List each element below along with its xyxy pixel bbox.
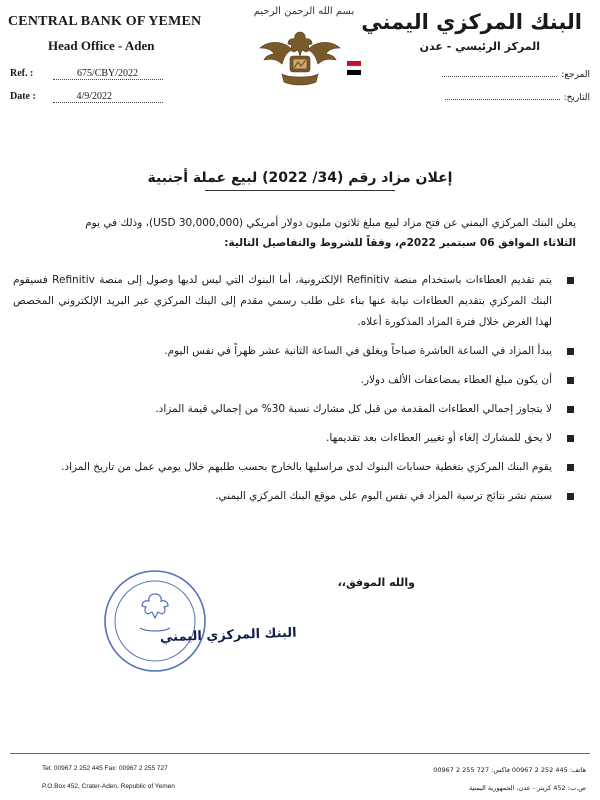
date-row-ar <box>445 93 590 103</box>
announcement-intro <box>16 213 576 253</box>
bank-name-ar: البنك المركزي اليمني <box>361 10 582 34</box>
bank-name-en: CENTRAL BANK OF YEMEN <box>8 14 202 29</box>
announcement-title: إعلان مزاد رقم (34/ 2022) لبيع عملة أجنبية <box>147 170 453 186</box>
date-dots-ar <box>445 99 560 100</box>
ref-row-ar <box>442 70 590 80</box>
office-en: Head Office - Aden <box>48 38 155 53</box>
ref-row-en <box>10 68 163 80</box>
official-stamp-icon <box>100 566 210 676</box>
basmala: بسم الله الرحمن الرحيم <box>253 6 355 17</box>
date-label-ar: التاريخ: <box>563 93 590 103</box>
bullet-square-icon <box>567 377 574 384</box>
stamp-text: البنك المركزي اليمني <box>159 625 297 646</box>
closing-text: والله الموفق،، <box>337 576 415 589</box>
footer-tel-ar: هاتف: 445 252 2 00967 فاكس: 727 255 2 00967 <box>433 766 586 774</box>
bullet-square-icon <box>567 277 574 284</box>
list-item-text: لا يحق للمشارك إلغاء أو تغيير العطاءات بعد تقديمها. <box>326 432 552 444</box>
list-item <box>13 457 578 478</box>
footer-tel-en: Tel: 00967 2 252 445 Fax: 00967 2 255 727 <box>42 765 168 772</box>
footer-pobox-en: P.O.Box 452, Crater-Aden, Republic of Yemen <box>42 783 175 790</box>
eagle-emblem-icon <box>258 26 342 90</box>
bullet-square-icon <box>567 464 574 471</box>
conditions-list <box>13 270 578 515</box>
intro-line-1: يعلن البنك المركزي اليمني عن فتح مزاد لبيع مبلغ ثلاثون مليون دولار أمريكي (30,000,000 USD)، وذلك في يوم <box>85 217 576 229</box>
list-item-text: لا يتجاوز إجمالي العطاءات المقدمة من قبل كل مشارك نسبة 30% من إجمالي قيمة المزاد. <box>155 403 552 415</box>
bullet-square-icon <box>567 435 574 442</box>
ref-value: 675/CBY/2022 <box>53 68 163 80</box>
list-item-text: يتم تقديم العطاءات باستخدام منصة Refinitiv الإلكترونية، أما البنوك التي ليس لديها وصول إلى منصة Refinitiv فسيقوم البنك المركزي بتقديم العطاءات نيابة عنها بناء على طلب رسمي مقدم إلى البنك المركزي عبر البريد الإلكتروني المخصص لهذا الغرض خلال فترة المزاد المذكورة أعلاه. <box>13 274 552 328</box>
footer-pobox-ar: ص.ب: 452 كريتر - عدن، الجمهورية اليمنية <box>468 784 586 792</box>
list-item <box>13 270 578 333</box>
date-row-en <box>10 91 163 103</box>
intro-line-2: الثلاثاء الموافق 06 سبتمبر 2022م، وفقاً للشروط والتفاصيل التالية: <box>224 237 576 249</box>
date-value: 4/9/2022 <box>53 91 163 103</box>
ref-label-ar: المرجع: <box>561 70 590 80</box>
list-item <box>13 341 578 362</box>
ref-label: Ref. : <box>10 68 34 79</box>
bullet-square-icon <box>567 493 574 500</box>
date-label: Date : <box>10 91 36 102</box>
title-underline <box>205 190 395 191</box>
bullet-square-icon <box>567 348 574 355</box>
list-item-text: يقوم البنك المركزي بتغطية حسابات البنوك لدى مراسليها بالخارج بحسب طلبهم خلال يومي عمل من تاريخ المزاد. <box>61 461 552 473</box>
list-item <box>13 486 578 507</box>
list-item <box>13 370 578 391</box>
ref-dots-ar <box>442 76 557 77</box>
office-ar: المركز الرئيسي - عدن <box>419 40 540 53</box>
list-item-text: أن يكون مبلغ العطاء بمضاعفات الألف دولار. <box>360 374 552 386</box>
list-item <box>13 428 578 449</box>
list-item-text: سيتم نشر نتائج ترسية المزاد في نفس اليوم على موقع البنك المركزي اليمني. <box>215 490 552 502</box>
list-item-text: يبدأ المزاد في الساعة العاشرة صباحاً ويغلق في الساعة الثانية عشر ظهراً في نفس اليوم. <box>164 345 552 357</box>
list-item <box>13 399 578 420</box>
footer-divider <box>10 753 590 754</box>
yemen-flag-icon <box>347 61 361 75</box>
bullet-square-icon <box>567 406 574 413</box>
